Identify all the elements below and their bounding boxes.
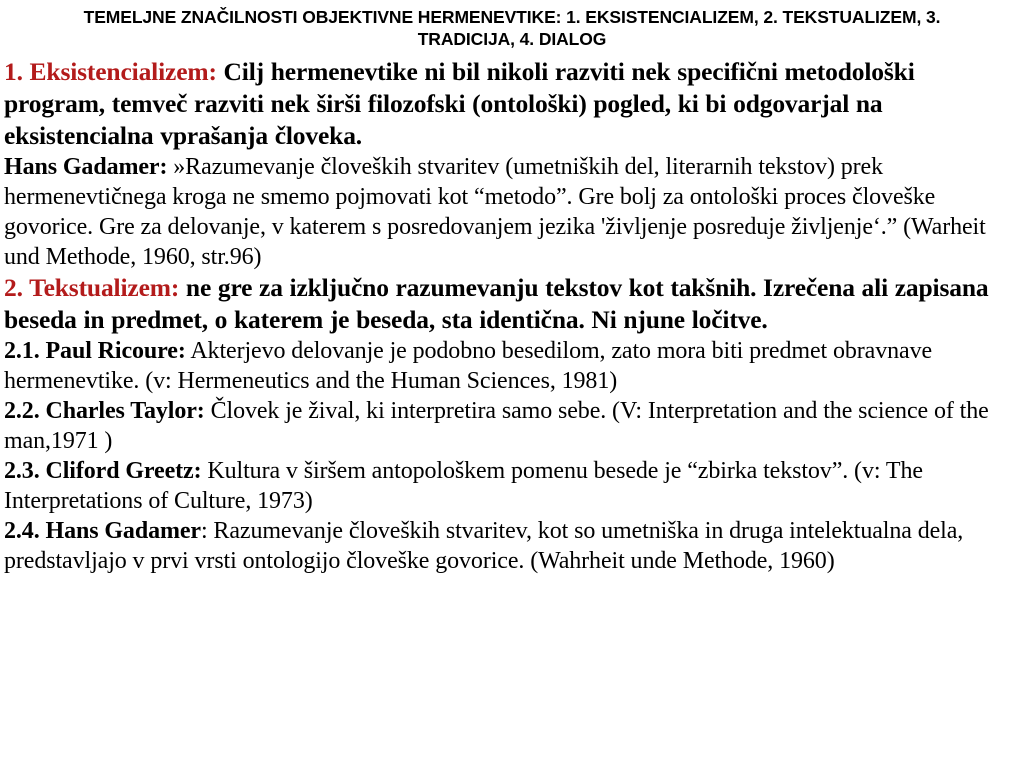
quote-hans-gadamer (4, 152, 1016, 272)
slide-body (4, 56, 1016, 576)
section-2-1-lead: 2.1. Paul Ricoure: (4, 338, 186, 364)
section-2-lead: 2. Tekstualizem: (4, 273, 180, 302)
section-2-tekstualizem (4, 272, 1016, 336)
quote-hans-gadamer-lead: Hans Gadamer: (4, 154, 168, 180)
section-1-eksistencializem (4, 56, 1016, 152)
section-2-2-charles-taylor (4, 396, 1016, 456)
section-2-4-body: : Razumevanje človeških stvaritev, kot so umetniška in druga intelektualna dela, predstavljajo v prvi vrsti ontologijo človeške govorice. (Wahrheit unde Methode, 1960) (4, 518, 964, 574)
page-title: TEMELJNE ZNAČILNOSTI OBJEKTIVNE HERMENEVTIKE: 1. EKSISTENCIALIZEM, 2. TEKSTUALIZEM, 3. TRADICIJA, 4. DIALOG (83, 7, 941, 49)
section-2-2-body: Človek je žival, ki interpretira samo sebe. (V: Interpretation and the science of the man,1971 ) (4, 398, 989, 454)
section-2-body: ne gre za izključno razumevanju tekstov kot takšnih. Izrečena ali zapisana beseda in predmet, o katerem je beseda, sta identična. Ni njune ločitve. (4, 273, 989, 334)
quote-hans-gadamer-body: »Razumevanje človeških stvaritev (umetniških del, literarnih tekstov) prek hermenevtičnega kroga ne smemo pojmovati kot “metodo”. Gre bolj za ontološki proces človeške govorice. Gre za delovanje, v katerem s posredovanjem jezika 'življenje posreduje življenje‘.” (Warheit und Methode, 1960, str.96) (4, 154, 986, 270)
section-1-body: Cilj hermenevtike ni bil nikoli razviti nek specifični metodološki program, temveč razviti nek širši filozofski (ontološki) pogled, ki bi odgovarjal na eksistencialna vprašanja človeka. (4, 57, 915, 150)
section-2-3-lead: 2.3. Cliford Greetz: (4, 458, 202, 484)
section-2-1-paul-ricoure (4, 336, 1016, 396)
section-2-3-body: Kultura v širšem antopološkem pomenu besede je “zbirka tekstov”. (v: The Interpretations of Culture, 1973) (4, 458, 923, 514)
section-1-lead: 1. Eksistencializem: (4, 57, 217, 86)
section-2-2-lead: 2.2. Charles Taylor: (4, 398, 205, 424)
section-2-4-hans-gadamer (4, 516, 1016, 576)
section-2-3-cliford-greetz (4, 456, 1016, 516)
section-2-4-lead: 2.4. Hans Gadamer (4, 518, 201, 544)
section-2-1-body: Akterjevo delovanje je podobno besedilom, zato mora biti predmet obravnave hermenevtike. (v: Hermeneutics and the Human Sciences, 1981) (4, 338, 933, 394)
